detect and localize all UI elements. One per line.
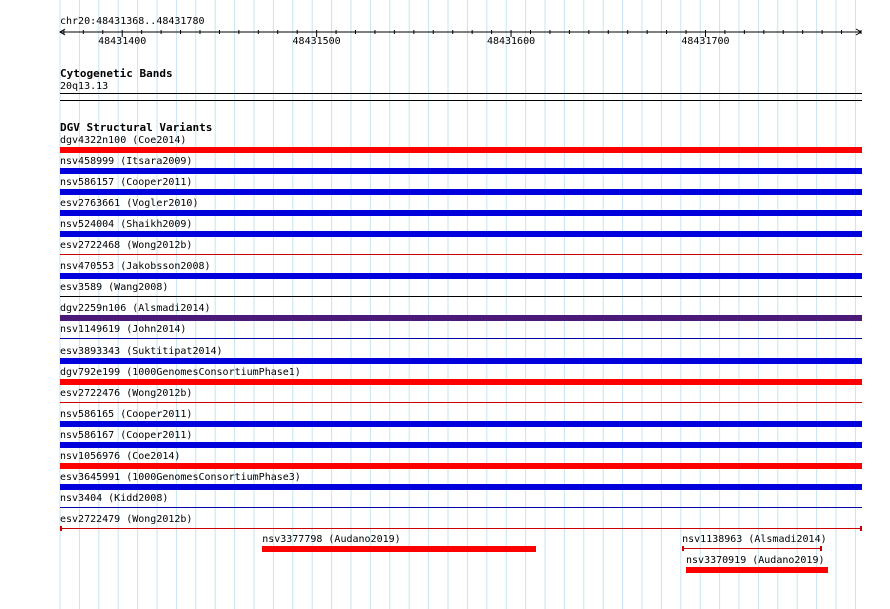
variant-bar[interactable] [60, 189, 862, 195]
cytoband-label: 20q13.13 [60, 81, 109, 92]
cytoband-bar[interactable] [60, 93, 862, 94]
ruler-tick-label: 48431400 [98, 36, 147, 47]
variant-label: nsv1056976 (Coe2014) [60, 450, 181, 462]
variant-bar[interactable] [60, 254, 862, 255]
variant-label: nsv470553 (Jakobsson2008) [60, 261, 211, 273]
variant-bar[interactable] [60, 421, 862, 427]
variant-bar[interactable] [60, 210, 862, 216]
cytoband-track-title: Cytogenetic Bands [60, 67, 173, 80]
variant-label: esv2722476 (Wong2012b) [60, 387, 193, 399]
variant-label: dgv4322n100 (Coe2014) [60, 135, 187, 146]
variant-bar[interactable] [60, 147, 862, 153]
variant-label: esv3645991 (1000GenomesConsortiumPhase3) [60, 471, 301, 483]
variant-bar[interactable] [60, 296, 862, 297]
variant-bar[interactable] [60, 528, 862, 529]
variant-label: nsv458999 (Itsara2009) [60, 156, 193, 168]
variant-label: nsv586167 (Cooper2011) [60, 429, 193, 441]
variant-bar[interactable] [60, 338, 862, 339]
variant-label: nsv586157 (Cooper2011) [60, 177, 193, 189]
variant-bar[interactable] [60, 463, 862, 469]
variant-bar[interactable] [60, 379, 862, 385]
variant-bar-end-cap [60, 526, 62, 531]
variant-bar[interactable] [60, 358, 862, 364]
variant-label: esv2722479 (Wong2012b) [60, 513, 193, 525]
ruler-tick-label: 48431500 [292, 36, 341, 47]
variant-bar[interactable] [60, 442, 862, 448]
variant-label: nsv1149619 (John2014) [60, 324, 187, 336]
variant-bar[interactable] [262, 546, 536, 552]
variant-label: nsv524004 (Shaikh2009) [60, 219, 193, 231]
cytoband-bar-bottom [60, 100, 862, 101]
variant-bar[interactable] [682, 548, 822, 549]
variant-label: nsv3404 (Kidd2008) [60, 492, 169, 504]
variant-label: dgv792e199 (1000GenomesConsortiumPhase1) [60, 366, 301, 378]
variant-bar[interactable] [60, 402, 862, 403]
variant-label: nsv3377798 (Audano2019) [262, 534, 401, 545]
variant-bar[interactable] [60, 484, 862, 490]
variant-label: dgv2259n106 (Alsmadi2014) [60, 303, 211, 315]
locus-label: chr20:48431368..48431780 [60, 16, 205, 27]
ruler-tick-label: 48431700 [681, 36, 730, 47]
variant-bar[interactable] [60, 231, 862, 237]
variant-label: esv2722468 (Wong2012b) [60, 240, 193, 252]
dgv-track-title: DGV Structural Variants [60, 121, 213, 134]
variant-label: nsv586165 (Cooper2011) [60, 408, 193, 420]
variant-label: nsv1138963 (Alsmadi2014) [682, 534, 827, 545]
variant-bar[interactable] [60, 507, 862, 508]
variant-bar-end-cap [860, 526, 862, 531]
variant-label: esv3893343 (Suktitipat2014) [60, 345, 223, 357]
variant-bar-end-cap [820, 546, 822, 551]
variant-bar[interactable] [60, 315, 862, 321]
variant-bar[interactable] [60, 168, 862, 174]
variant-label: esv2763661 (Vogler2010) [60, 198, 199, 210]
ruler-tick-label: 48431600 [486, 36, 536, 47]
variant-label: esv3589 (Wang2008) [60, 282, 169, 294]
variant-label: nsv3370919 (Audano2019) [686, 555, 825, 566]
variant-bar[interactable] [686, 567, 828, 573]
variant-bar[interactable] [60, 273, 862, 279]
variant-bar-end-cap [682, 546, 684, 551]
